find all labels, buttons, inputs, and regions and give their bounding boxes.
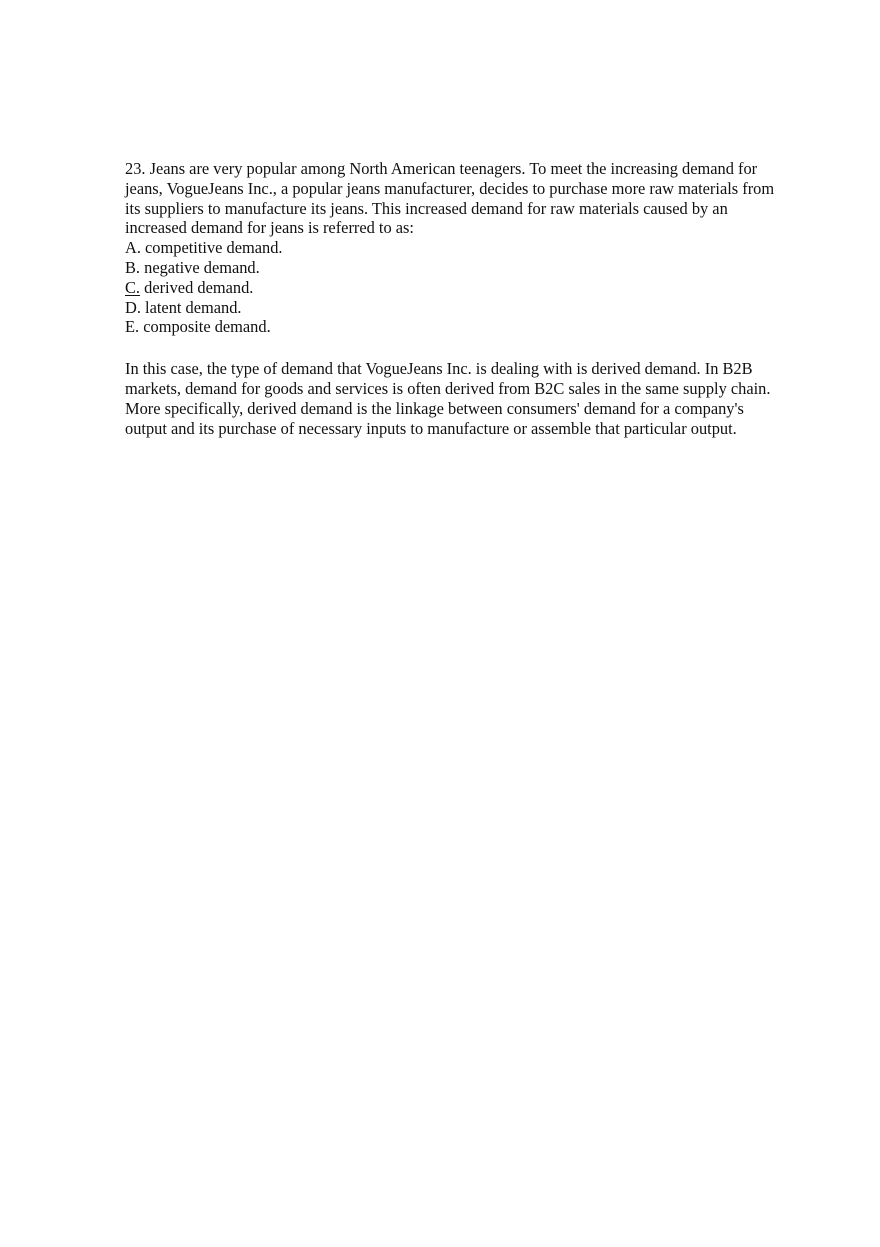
option-a (125, 238, 785, 258)
answer-options (125, 238, 785, 337)
option-letter: D. (125, 297, 141, 317)
option-e (125, 317, 785, 337)
question-text: 23. Jeans are very popular among North American teenagers. To meet the increasing demand for jeans, VogueJeans Inc., a popular jeans manufacturer, decides to purchase more raw materials from its suppliers to manufacture its jeans. This increased demand for raw materials caused by an increased demand for jeans is referred to as: (125, 159, 775, 238)
correct-option-letter: C. (125, 277, 141, 297)
option-d (125, 298, 785, 318)
option-text: derived demand. (140, 277, 254, 297)
explanation-text: In this case, the type of demand that VogueJeans Inc. is dealing with is derived demand. In B2B markets, demand for goods and services is often derived from B2C sales in the same supply chain. More specifically, derived demand is the linkage between consumers' demand for a company's output and its purchase of necessary inputs to manufacture or assemble that particular output. (125, 359, 771, 438)
option-letter: E. (125, 317, 140, 337)
option-letter: A. (125, 238, 141, 258)
option-text: latent demand. (140, 297, 242, 317)
option-c-correct (125, 278, 785, 298)
option-letter: B. (125, 257, 141, 277)
option-text: negative demand. (140, 257, 260, 277)
option-text: competitive demand. (140, 238, 283, 258)
option-b (125, 258, 785, 278)
option-text: composite demand. (139, 317, 271, 337)
question-block (125, 159, 785, 438)
